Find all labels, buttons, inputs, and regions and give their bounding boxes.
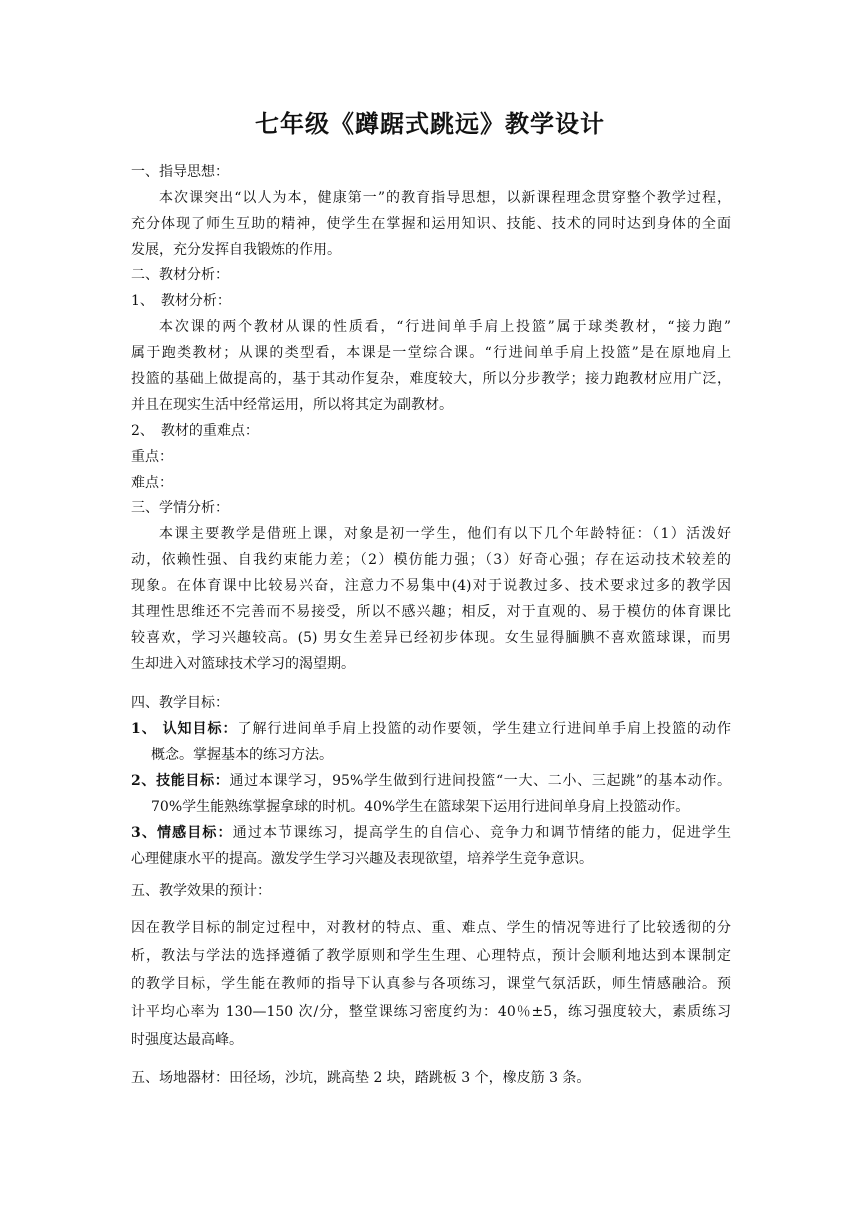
paragraph-line: 本次课突出“以人为本，健康第一”的教育指导思想，以新课程理念贯穿整个教学过程， <box>159 190 731 206</box>
goal-text: 了解行进间单手肩上投篮的动作要领，学生建立行进间单手肩上投篮的动作 <box>237 721 731 737</box>
heading-material-analysis: 二、教材分析： <box>131 267 229 283</box>
paragraph-line: 属于跑类教材；从课的类型看，本课是一堂综合课。“行进间单手肩上投篮”是在原地肩上 <box>131 345 731 361</box>
subheading-material-analysis: 1、 教材分析： <box>131 293 231 309</box>
goal-skill <box>131 767 731 795</box>
paragraph-line: 的教学目标，学生能在教师的指导下认真参与各项练习，课堂气氛活跃，师生情感融洽。预 <box>131 976 731 992</box>
heading-expected-effect: 五、教学效果的预计： <box>131 883 271 899</box>
paragraph-line: 生却进入对篮球技术学习的渴望期。 <box>131 656 355 672</box>
difficulty-label: 难点： <box>131 475 173 491</box>
heading-guiding-ideology: 一、指导思想： <box>131 164 229 180</box>
paragraph-line: 动，依赖性强、自我约束能力差；（2）模仿能力强；（3）好奇心强；存在运动技术较差的 <box>131 552 731 568</box>
paragraph-line: 发展，充分发挥自我锻炼的作用。 <box>131 242 341 258</box>
paragraph-line: 充分体现了师生互助的精神，使学生在掌握和运用知识、技能、技术的同时达到身体的全面 <box>131 216 731 232</box>
paragraph-line: 本次课的两个教材从课的性质看，“行进间单手肩上投篮”属于球类教材，“接力跑” <box>159 319 731 335</box>
heading-student-analysis: 三、学情分析： <box>131 500 229 516</box>
goal-label: 3、情感目标： <box>131 825 233 841</box>
goal-cognitive <box>131 715 731 743</box>
paragraph-line: 时强度达最高峰。 <box>131 1032 243 1048</box>
goal-label: 1、 认知目标： <box>131 721 238 737</box>
paragraph-line: 并且在现实生活中经常运用，所以将其定为副教材。 <box>131 397 453 413</box>
document-title: 七年级《蹲踞式跳远》教学设计 <box>255 109 605 138</box>
goal-continuation: 70%学生能熟练掌握拿球的时机。40%学生在篮球架下运用行进间单身肩上投篮动作。 <box>151 799 690 815</box>
paragraph-line: 因在教学目标的制定过程中，对教材的特点、重、难点、学生的情况等进行了比较透彻的分 <box>131 920 731 936</box>
paragraph-line: 投篮的基础上做提高的，基于其动作复杂，难度较大，所以分步教学；接力跑教材应用广泛， <box>131 371 731 387</box>
paragraph-line: 计平均心率为 130—150 次/分，整堂课练习密度约为：40％±5，练习强度较大，素质练习 <box>131 1004 731 1020</box>
heading-teaching-goals: 四、教学目标： <box>131 695 229 711</box>
key-point-label: 重点： <box>131 449 173 465</box>
paragraph-line: 其理性思维还不完善而不易接受，所以不感兴趣；相反，对于直观的、易于模仿的体育课比 <box>131 604 731 620</box>
goal-continuation: 心理健康水平的提高。激发学生学习兴趣及表现欲望，培养学生竞争意识。 <box>131 851 593 867</box>
venue-equipment: 五、场地器材：田径场，沙坑，跳高垫 2 块，踏跳板 3 个，橡皮筋 3 条。 <box>131 1070 591 1086</box>
subheading-key-points: 2、 教材的重难点： <box>131 423 259 439</box>
paragraph-line: 较喜欢，学习兴趣较高。(5) 男女生差异已经初步体现。女生显得腼腆不喜欢篮球课，而男 <box>131 630 731 646</box>
goal-text: 通过本课学习，95%学生做到行进间投篮“一大、二小、三起跳”的基本动作。 <box>229 773 731 789</box>
goal-label: 2、技能目标： <box>131 773 230 789</box>
goal-affective <box>131 819 731 847</box>
goal-text: 通过本节课练习，提高学生的自信心、竞争力和调节情绪的能力，促进学生 <box>232 825 731 841</box>
paragraph-line: 现象。在体育课中比较易兴奋，注意力不易集中(4)对于说教过多、技术要求过多的教学因 <box>131 578 731 594</box>
paragraph-line: 本课主要教学是借班上课，对象是初一学生，他们有以下几个年龄特征：（1）活泼好 <box>159 526 731 542</box>
goal-continuation: 概念。掌握基本的练习方法。 <box>151 747 333 763</box>
paragraph-line: 析，教法与学法的选择遵循了教学原则和学生生理、心理特点，预计会顺利地达到本课制定 <box>131 948 731 964</box>
